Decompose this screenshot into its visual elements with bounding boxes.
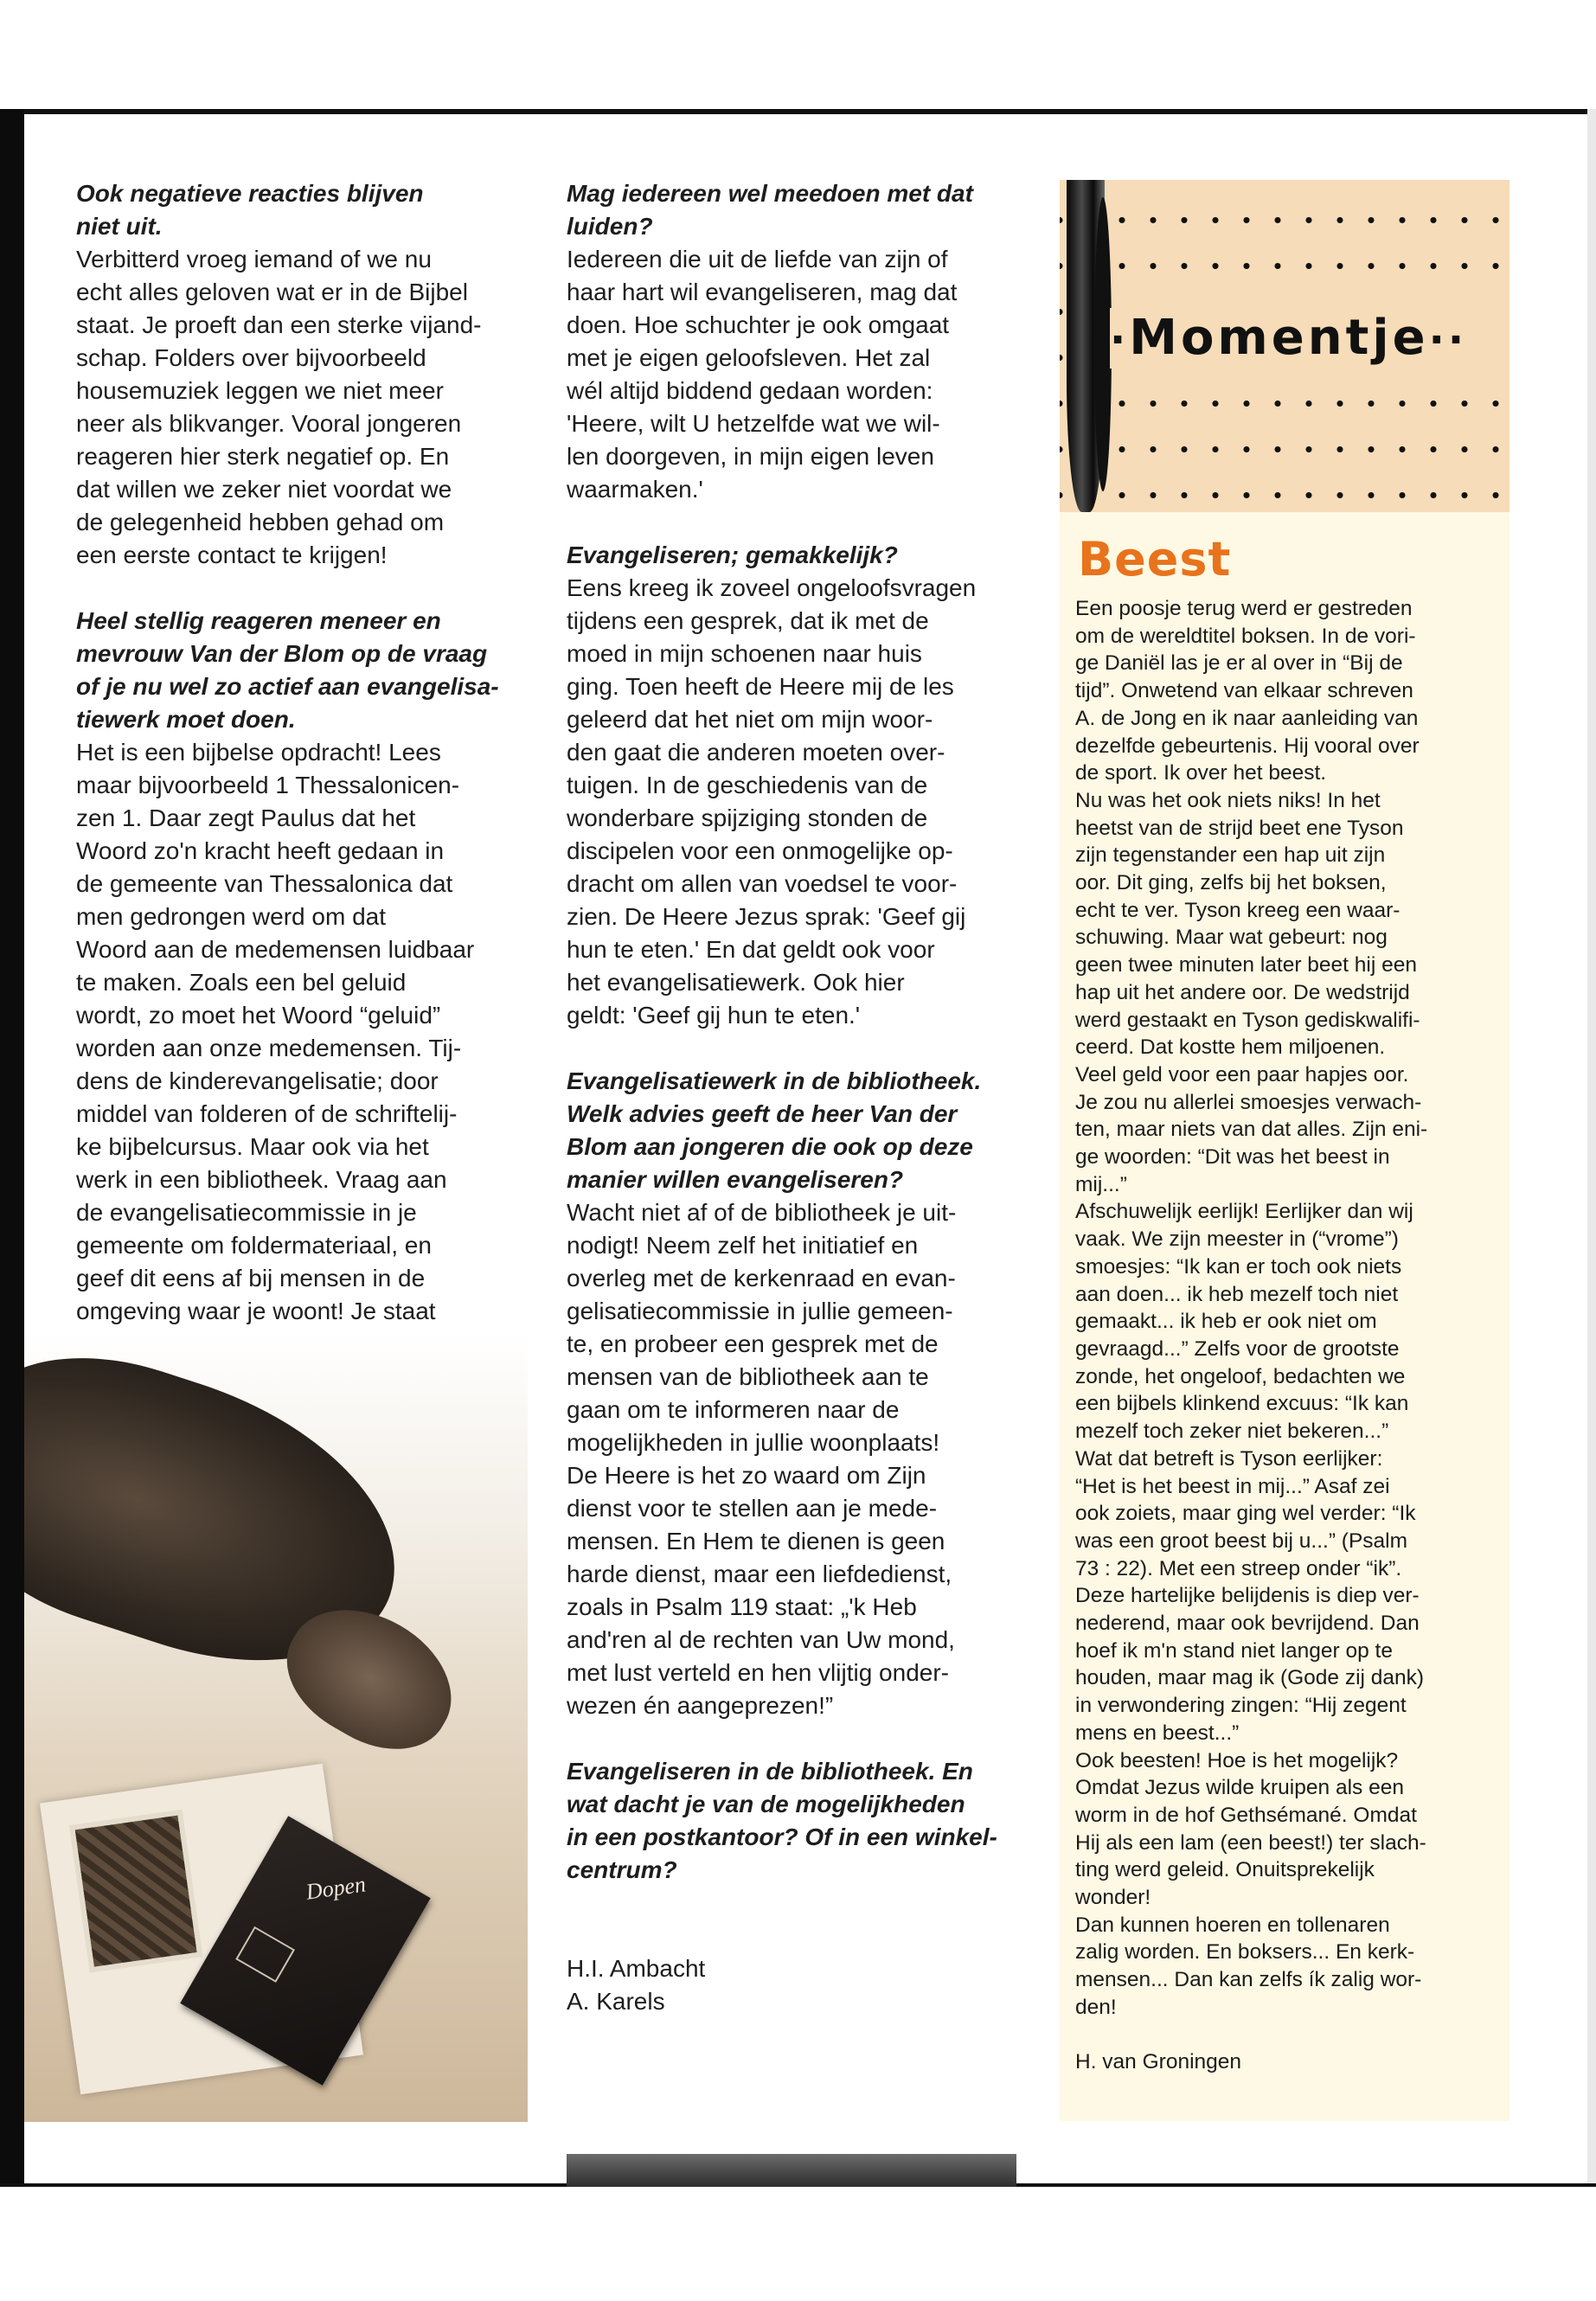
paragraph: Eens kreeg ik zoveel ongeloofsvragen tijdens een gesprek, dat ik met de moed in mijn schoenen naar huis ging. Toen heeft de Heere mij de les geleerd dat het niet om mijn woor- den gaat die anderen moeten over- tuigen. In de geschiedenis van de wonderbare spijziging stonden de discipelen voor een onmogelijke op- dracht om allen van voedsel te voor- zien. De Heere Jezus sprak: 'Geef gij hun te eten.' En dat geldt ook voor het evangelisatiewerk. Ook hier geldt: 'Geef gij hun te eten.' <box>567 574 977 1029</box>
paragraph: Een poosje terug werd er gestreden om de wereldtitel boksen. In de vori- ge Daniël las je er al over in “Bij de tijd”. Onwetend van elkaar schreven A. de Jong en ik naar aanleiding van dezelfde gebeurtenis. Hij vooral over de sport. Ik over het beest. <box>1075 597 1420 785</box>
book-title: Dopen <box>304 1871 368 1905</box>
question-heading: Ook negatieve reacties blijven niet uit. <box>76 180 424 240</box>
paragraph: Verbitterd vroeg iemand of we nu echt alles geloven wat er in de Bijbel staat. Je proeft dan een sterke vijand- schap. Folders over bijvoorbeeld housemuziek leggen we niet meer neer als blikvanger. Vooral jongeren reageren hier sterk negatief op. En dat willen we zeker niet voordat we de gelegenheid hebben gehad om een eerste contact te krijgen! <box>76 246 482 568</box>
paragraph: Het is een bijbelse opdracht! Lees maar bijvoorbeeld 1 Thessalonicen- zen 1. Daar zegt Paulus dat het Woord zo'n kracht heeft gedaan in de gemeente van Thessalonica dat men gedrongen werd om dat Woord aan de medemensen luidbaar te maken. Zoals een bel geluid wordt, zo moet het Woord “geluid” worden aan onze medemensen. Tij- dens de kinderevangelisatie; door middel van folderen of de schriftelij- ke bijbelcursus. Maar ook via het werk in een bibliotheek. Vraag aan de evangelisatiecommissie in je gemeente om foldermateriaal, en geef dit eens af bij mensen in de omgeving waar je woont! Je staat <box>76 739 475 1324</box>
momentje-title-text: Momentje <box>1129 310 1429 366</box>
question-heading: Heel stellig reageren meneer en mevrouw Van der Blom op de vraag of je nu wel zo actief aan evangelisa- tiewerk moet doen. <box>76 607 499 733</box>
paragraph: Wacht niet af of de bibliotheek je uit- nodigt! Neem zelf het initiatief en overleg met de kerkenraad en evan- gelisatiecommissie in jullie gemeen- te, en probeer een gesprek met de mensen van de bibliotheek aan te gaan om te informeren naar de mogelijkheden in jullie woonplaats! De Heere is het zo waard om Zijn dienst voor te stellen aan je mede- mensen. En Hem te dienen is geen harde dienst, maar een liefdedienst, zoals in Psalm 119 staat: „'k Heb and'ren al de rechten van Uw mond, met lust verteld en hen vlijtig onder- wezen én aangeprezen!” <box>567 1199 957 1719</box>
curtain-graphic-fold <box>1094 197 1112 491</box>
momentje-heading: Beest <box>1078 532 1232 586</box>
momentje-author: H. van Groningen <box>1075 2050 1242 2074</box>
momentje-dotted-header <box>1060 180 1509 512</box>
paragraph: Nu was het ook niets niks! In het heetst van de strijd beet ene Tyson zijn tegenstander een hap uit zijn oor. Dit ging, zelfs bij het boksen, echt te ver. Tyson kreeg een waar- schuwing. Maar wat gebeurt: nog geen twee minuten later beet hij een hap uit het andere oor. De wedstrijd werd gestaakt en Tyson gediskwalifi- ceerd. Dat kostte hem miljoenen. Veel geld voor een paar hapjes oor. Je zou nu allerlei smoesjes verwach- ten, maar niets van dat alles. Zijn eni- ge woorden: “Dit was het beest in mij...” <box>1075 788 1428 1196</box>
paragraph: Ook beesten! Hoe is het mogelijk? Omdat Jezus wilde kruipen als een worm in de hof Gethsémané. Omdat Hij als een lam (een beest!) ter slach- ting werd geleid. Onuitsprekelijk wonder! <box>1075 1748 1426 1910</box>
paragraph: Iedereen die uit de liefde van zijn of haar hart wil evangeliseren, mag dat doen. Hoe schuchter je ook omgaat met je eigen geloofsleven. Het zal wél altijd biddend gedaan worden: 'Heere, wilt U hetzelfde wat we wil- len doorgeven, in mijn eigen leven waarmaken.' <box>567 246 958 503</box>
paragraph: Afschuwelijk eerlijk! Eerlijker dan wij vaak. We zijn meester in (“vrome”) smoesjes: “Ik kan er toch ook niets aan doen... ik heb mezelf toch niet gemaakt... ik heb er ook niet om gevraagd...” Zelfs voor de grootste zonde, het ongeloof, bedachten we een bijbels klinkend excuus: “Ik kan mezelf toch zeker niet bekeren...” Wat dat betreft is Tyson eerlijker: “Het is het beest in mij...” Asaf zei ook zoiets, maar ging wel verder: “Ik was een groot beest bij u...” (Psalm 73 : 22). Met een streep onder “ik”. Deze hartelijke belijdenis is diep ver- nederend, maar ook bevrijdend. Dan hoef ik m'n stand niet langer op te houden, maar mag ik (Gode zij dank) in verwondering zingen: “Hij zegent mens en beest...” <box>1075 1200 1425 1745</box>
question-heading: Evangeliseren in de bibliotheek. En wat dacht je van de mogelijkheden in een postkantoor? Of in een winkel- centrum? <box>567 1758 997 1883</box>
right-scan-edge <box>1587 109 1596 2185</box>
question-heading: Evangeliseren; gemakkelijk? <box>567 542 898 568</box>
article-signature: H.I. Ambacht A. Karels <box>567 1955 706 2015</box>
question-heading: Mag iedereen wel meedoen met dat luiden? <box>567 180 973 240</box>
dot-ornament: ·· <box>1428 316 1468 364</box>
page-top-margin <box>0 0 1596 114</box>
dot-ornament: · <box>1110 316 1130 364</box>
left-scan-edge <box>0 109 24 2185</box>
momentje-title <box>1110 308 1499 369</box>
question-heading: Evangelisatiewerk in de bibliotheek. Welk advies geeft de heer Van der Blom aan jongeren die ook op deze manier willen evangeliseren? <box>567 1067 982 1193</box>
page-number-bar <box>567 2154 1016 2187</box>
book-cover-mark <box>235 1926 295 1983</box>
article-column-1 <box>76 177 535 1394</box>
paragraph: Dan kunnen hoeren en tollenaren zalig worden. En boksers... En kerk- mensen... Dan kan zelfs ík zalig wor- den! <box>1075 1913 1422 2019</box>
photo-portrait <box>69 1810 203 1973</box>
photo-hand-with-books <box>24 1332 528 2122</box>
article-column-2 <box>567 177 1025 2018</box>
momentje-text <box>1075 595 1499 2076</box>
